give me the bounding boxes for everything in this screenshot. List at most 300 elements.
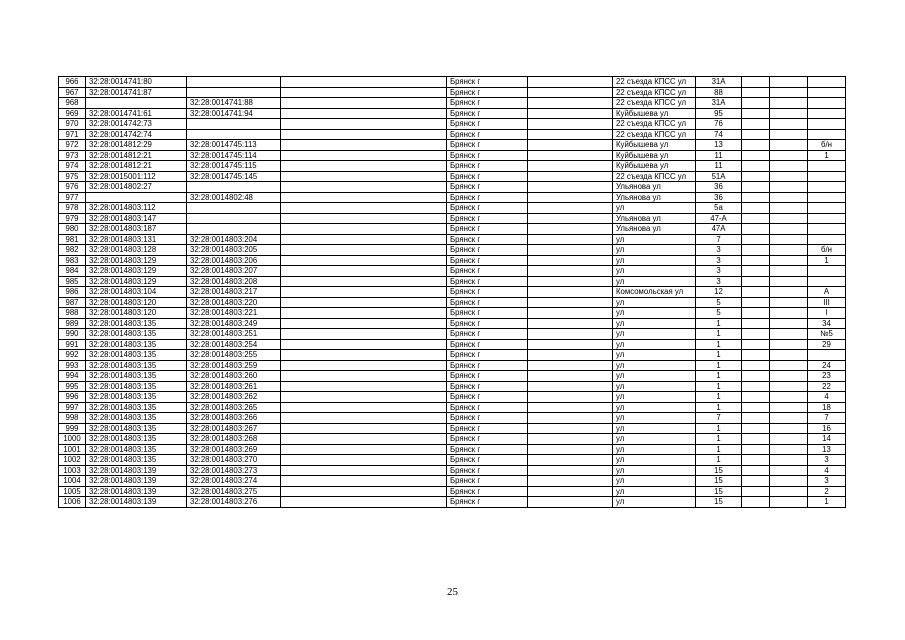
building-cadastral-number-cell: 32:28:0014803:268: [187, 434, 281, 445]
empty-cell: [770, 350, 808, 361]
empty-cell: [281, 77, 447, 88]
cadastral-number-cell: 32:28:0014803:139: [86, 497, 187, 508]
house-number-cell: 1: [696, 392, 742, 403]
empty-cell: [742, 318, 770, 329]
city-cell: Брянск г: [447, 87, 528, 98]
empty-cell: [528, 339, 613, 350]
empty-cell: [528, 87, 613, 98]
empty-cell: [528, 434, 613, 445]
building-cadastral-number-cell: 32:28:0014745:145: [187, 171, 281, 182]
table-row: [59, 350, 846, 361]
city-cell: Брянск г: [447, 318, 528, 329]
house-number-cell: 1: [696, 350, 742, 361]
empty-cell: [742, 371, 770, 382]
city-cell: Брянск г: [447, 287, 528, 298]
premises-number-cell: [808, 171, 846, 182]
empty-cell: [770, 486, 808, 497]
empty-cell: [770, 423, 808, 434]
city-cell: Брянск г: [447, 476, 528, 487]
house-number-cell: 12: [696, 287, 742, 298]
empty-cell: [528, 171, 613, 182]
premises-number-cell: 16: [808, 423, 846, 434]
table-row: [59, 182, 846, 193]
empty-cell: [281, 381, 447, 392]
cadastral-number-cell: 32:28:0014803:139: [86, 486, 187, 497]
premises-number-cell: 13: [808, 444, 846, 455]
page-number: 25: [447, 586, 458, 598]
empty-cell: [742, 98, 770, 109]
cadastral-number-cell: 32:28:0014803:135: [86, 371, 187, 382]
empty-cell: [528, 455, 613, 466]
house-number-cell: 15: [696, 486, 742, 497]
premises-number-cell: [808, 266, 846, 277]
row-number-cell: 995: [59, 381, 86, 392]
table-row: [59, 119, 846, 130]
row-number-cell: 971: [59, 129, 86, 140]
empty-cell: [742, 192, 770, 203]
city-cell: Брянск г: [447, 402, 528, 413]
premises-number-cell: А: [808, 287, 846, 298]
empty-cell: [742, 486, 770, 497]
empty-cell: [528, 255, 613, 266]
table-row: [59, 297, 846, 308]
empty-cell: [528, 119, 613, 130]
empty-cell: [528, 329, 613, 340]
building-cadastral-number-cell: 32:28:0014803:208: [187, 276, 281, 287]
premises-number-cell: 22: [808, 381, 846, 392]
empty-cell: [770, 213, 808, 224]
empty-cell: [528, 318, 613, 329]
house-number-cell: 11: [696, 150, 742, 161]
empty-cell: [742, 266, 770, 277]
row-number-cell: 982: [59, 245, 86, 256]
empty-cell: [281, 108, 447, 119]
house-number-cell: 1: [696, 329, 742, 340]
row-number-cell: 985: [59, 276, 86, 287]
building-cadastral-number-cell: 32:28:0014803:270: [187, 455, 281, 466]
premises-number-cell: б/н: [808, 140, 846, 151]
table-row: [59, 287, 846, 298]
row-number-cell: 996: [59, 392, 86, 403]
table-row: [59, 339, 846, 350]
empty-cell: [281, 171, 447, 182]
empty-cell: [770, 161, 808, 172]
row-number-cell: 978: [59, 203, 86, 214]
table-row: [59, 329, 846, 340]
row-number-cell: 994: [59, 371, 86, 382]
building-cadastral-number-cell: [187, 213, 281, 224]
cadastral-number-cell: 32:28:0014803:135: [86, 455, 187, 466]
city-cell: Брянск г: [447, 108, 528, 119]
premises-number-cell: [808, 161, 846, 172]
table-row: [59, 192, 846, 203]
building-cadastral-number-cell: 32:28:0014803:265: [187, 402, 281, 413]
city-cell: Брянск г: [447, 350, 528, 361]
city-cell: Брянск г: [447, 213, 528, 224]
house-number-cell: 31А: [696, 98, 742, 109]
empty-cell: [742, 297, 770, 308]
empty-cell: [742, 140, 770, 151]
empty-cell: [528, 192, 613, 203]
premises-number-cell: I: [808, 308, 846, 319]
cadastral-number-cell: 32:28:0014803:135: [86, 350, 187, 361]
empty-cell: [528, 392, 613, 403]
building-cadastral-number-cell: 32:28:0014803:206: [187, 255, 281, 266]
building-cadastral-number-cell: 32:28:0014803:221: [187, 308, 281, 319]
street-cell: Ульянова ул: [613, 182, 696, 193]
building-cadastral-number-cell: 32:28:0014803:261: [187, 381, 281, 392]
house-number-cell: 74: [696, 129, 742, 140]
empty-cell: [281, 234, 447, 245]
empty-cell: [528, 465, 613, 476]
street-cell: 22 съезда КПСС ул: [613, 98, 696, 109]
street-cell: ул: [613, 339, 696, 350]
row-number-cell: 1003: [59, 465, 86, 476]
house-number-cell: 76: [696, 119, 742, 130]
premises-number-cell: б/н: [808, 245, 846, 256]
building-cadastral-number-cell: 32:28:0014741:94: [187, 108, 281, 119]
row-number-cell: 979: [59, 213, 86, 224]
empty-cell: [742, 150, 770, 161]
house-number-cell: 1: [696, 423, 742, 434]
empty-cell: [281, 423, 447, 434]
premises-number-cell: 14: [808, 434, 846, 445]
house-number-cell: 3: [696, 276, 742, 287]
empty-cell: [770, 308, 808, 319]
street-cell: 22 съезда КПСС ул: [613, 129, 696, 140]
empty-cell: [770, 140, 808, 151]
house-number-cell: 1: [696, 360, 742, 371]
row-number-cell: 983: [59, 255, 86, 266]
empty-cell: [281, 140, 447, 151]
row-number-cell: 972: [59, 140, 86, 151]
table-row: [59, 150, 846, 161]
empty-cell: [770, 318, 808, 329]
cadastral-number-cell: 32:28:0014803:187: [86, 224, 187, 235]
house-number-cell: 5: [696, 308, 742, 319]
empty-cell: [281, 276, 447, 287]
city-cell: Брянск г: [447, 423, 528, 434]
row-number-cell: 976: [59, 182, 86, 193]
empty-cell: [770, 329, 808, 340]
empty-cell: [770, 98, 808, 109]
empty-cell: [281, 413, 447, 424]
house-number-cell: 7: [696, 413, 742, 424]
table-row: [59, 392, 846, 403]
cadastral-table: [58, 76, 846, 508]
city-cell: Брянск г: [447, 465, 528, 476]
empty-cell: [281, 455, 447, 466]
building-cadastral-number-cell: [187, 203, 281, 214]
empty-cell: [770, 497, 808, 508]
empty-cell: [742, 171, 770, 182]
city-cell: Брянск г: [447, 245, 528, 256]
empty-cell: [770, 192, 808, 203]
empty-cell: [528, 98, 613, 109]
empty-cell: [770, 245, 808, 256]
premises-number-cell: 29: [808, 339, 846, 350]
city-cell: Брянск г: [447, 360, 528, 371]
street-cell: ул: [613, 308, 696, 319]
street-cell: Ульянова ул: [613, 224, 696, 235]
premises-number-cell: [808, 224, 846, 235]
empty-cell: [770, 360, 808, 371]
empty-cell: [528, 287, 613, 298]
building-cadastral-number-cell: 32:28:0014803:274: [187, 476, 281, 487]
building-cadastral-number-cell: 32:28:0014803:217: [187, 287, 281, 298]
empty-cell: [281, 486, 447, 497]
empty-cell: [281, 129, 447, 140]
row-number-cell: 999: [59, 423, 86, 434]
cadastral-number-cell: 32:28:0014803:135: [86, 402, 187, 413]
empty-cell: [770, 455, 808, 466]
table-row: [59, 171, 846, 182]
empty-cell: [528, 402, 613, 413]
building-cadastral-number-cell: 32:28:0014803:273: [187, 465, 281, 476]
empty-cell: [281, 339, 447, 350]
street-cell: ул: [613, 476, 696, 487]
table-row: [59, 266, 846, 277]
premises-number-cell: 24: [808, 360, 846, 371]
street-cell: ул: [613, 245, 696, 256]
city-cell: Брянск г: [447, 308, 528, 319]
empty-cell: [281, 203, 447, 214]
premises-number-cell: [808, 129, 846, 140]
empty-cell: [742, 308, 770, 319]
table-row: [59, 161, 846, 172]
house-number-cell: 5: [696, 297, 742, 308]
row-number-cell: 989: [59, 318, 86, 329]
empty-cell: [742, 392, 770, 403]
table-row: [59, 444, 846, 455]
street-cell: ул: [613, 203, 696, 214]
building-cadastral-number-cell: 32:28:0014803:269: [187, 444, 281, 455]
city-cell: Брянск г: [447, 371, 528, 382]
building-cadastral-number-cell: 32:28:0014745:115: [187, 161, 281, 172]
building-cadastral-number-cell: [187, 224, 281, 235]
street-cell: ул: [613, 266, 696, 277]
table-row: [59, 486, 846, 497]
empty-cell: [742, 203, 770, 214]
street-cell: ул: [613, 402, 696, 413]
building-cadastral-number-cell: 32:28:0014745:113: [187, 140, 281, 151]
street-cell: Комсомольская ул: [613, 287, 696, 298]
empty-cell: [281, 87, 447, 98]
empty-cell: [770, 171, 808, 182]
empty-cell: [528, 444, 613, 455]
row-number-cell: 975: [59, 171, 86, 182]
city-cell: Брянск г: [447, 119, 528, 130]
street-cell: ул: [613, 465, 696, 476]
house-number-cell: 47-А: [696, 213, 742, 224]
empty-cell: [770, 255, 808, 266]
premises-number-cell: [808, 77, 846, 88]
empty-cell: [742, 402, 770, 413]
street-cell: ул: [613, 255, 696, 266]
city-cell: Брянск г: [447, 329, 528, 340]
street-cell: ул: [613, 413, 696, 424]
empty-cell: [770, 297, 808, 308]
building-cadastral-number-cell: 32:28:0014741:88: [187, 98, 281, 109]
house-number-cell: 31А: [696, 77, 742, 88]
premises-number-cell: 7: [808, 413, 846, 424]
street-cell: ул: [613, 455, 696, 466]
cadastral-number-cell: 32:28:0014803:135: [86, 392, 187, 403]
empty-cell: [281, 497, 447, 508]
empty-cell: [742, 423, 770, 434]
row-number-cell: 980: [59, 224, 86, 235]
empty-cell: [281, 444, 447, 455]
empty-cell: [281, 161, 447, 172]
street-cell: ул: [613, 497, 696, 508]
row-number-cell: 968: [59, 98, 86, 109]
empty-cell: [742, 455, 770, 466]
cadastral-number-cell: [86, 192, 187, 203]
cadastral-number-cell: 32:28:0014803:135: [86, 381, 187, 392]
street-cell: ул: [613, 381, 696, 392]
street-cell: Ульянова ул: [613, 192, 696, 203]
empty-cell: [281, 224, 447, 235]
house-number-cell: 15: [696, 497, 742, 508]
empty-cell: [770, 224, 808, 235]
row-number-cell: 1000: [59, 434, 86, 445]
house-number-cell: 11: [696, 161, 742, 172]
city-cell: Брянск г: [447, 255, 528, 266]
row-number-cell: 991: [59, 339, 86, 350]
building-cadastral-number-cell: 32:28:0014802:48: [187, 192, 281, 203]
house-number-cell: 15: [696, 465, 742, 476]
empty-cell: [281, 245, 447, 256]
city-cell: Брянск г: [447, 77, 528, 88]
street-cell: Куйбышева ул: [613, 161, 696, 172]
premises-number-cell: 1: [808, 255, 846, 266]
cadastral-number-cell: 32:28:0014741:87: [86, 87, 187, 98]
empty-cell: [770, 150, 808, 161]
empty-cell: [281, 476, 447, 487]
city-cell: Брянск г: [447, 224, 528, 235]
house-number-cell: 13: [696, 140, 742, 151]
empty-cell: [281, 392, 447, 403]
empty-cell: [742, 350, 770, 361]
empty-cell: [770, 234, 808, 245]
street-cell: ул: [613, 423, 696, 434]
city-cell: Брянск г: [447, 497, 528, 508]
empty-cell: [742, 234, 770, 245]
house-number-cell: 1: [696, 339, 742, 350]
street-cell: Куйбышева ул: [613, 108, 696, 119]
empty-cell: [281, 329, 447, 340]
empty-cell: [528, 77, 613, 88]
cadastral-number-cell: 32:28:0014803:147: [86, 213, 187, 224]
building-cadastral-number-cell: 32:28:0014803:205: [187, 245, 281, 256]
empty-cell: [770, 339, 808, 350]
house-number-cell: 1: [696, 371, 742, 382]
row-number-cell: 1005: [59, 486, 86, 497]
empty-cell: [281, 255, 447, 266]
cadastral-number-cell: 32:28:0014742:73: [86, 119, 187, 130]
empty-cell: [281, 371, 447, 382]
city-cell: Брянск г: [447, 140, 528, 151]
premises-number-cell: III: [808, 297, 846, 308]
empty-cell: [742, 381, 770, 392]
cadastral-number-cell: 32:28:0014803:135: [86, 413, 187, 424]
table-row: [59, 276, 846, 287]
row-number-cell: 993: [59, 360, 86, 371]
empty-cell: [742, 287, 770, 298]
house-number-cell: 95: [696, 108, 742, 119]
premises-number-cell: [808, 213, 846, 224]
empty-cell: [528, 423, 613, 434]
empty-cell: [528, 108, 613, 119]
building-cadastral-number-cell: 32:28:0014803:262: [187, 392, 281, 403]
empty-cell: [281, 150, 447, 161]
empty-cell: [770, 77, 808, 88]
cadastral-number-cell: 32:28:0014803:129: [86, 255, 187, 266]
premises-number-cell: 3: [808, 476, 846, 487]
cadastral-number-cell: 32:28:0014803:129: [86, 266, 187, 277]
row-number-cell: 1004: [59, 476, 86, 487]
empty-cell: [770, 444, 808, 455]
empty-cell: [770, 413, 808, 424]
city-cell: Брянск г: [447, 192, 528, 203]
house-number-cell: 1: [696, 434, 742, 445]
row-number-cell: 992: [59, 350, 86, 361]
empty-cell: [528, 308, 613, 319]
cadastral-number-cell: 32:28:0014802:27: [86, 182, 187, 193]
empty-cell: [528, 350, 613, 361]
table-row: [59, 77, 846, 88]
cadastral-number-cell: 32:28:0014803:139: [86, 476, 187, 487]
table-row: [59, 129, 846, 140]
cadastral-number-cell: 32:28:0014741:80: [86, 77, 187, 88]
cadastral-number-cell: 32:28:0014742:74: [86, 129, 187, 140]
building-cadastral-number-cell: 32:28:0014803:260: [187, 371, 281, 382]
premises-number-cell: 2: [808, 486, 846, 497]
empty-cell: [742, 434, 770, 445]
table-row: [59, 381, 846, 392]
empty-cell: [770, 434, 808, 445]
cadastral-number-cell: 32:28:0014803:135: [86, 434, 187, 445]
building-cadastral-number-cell: 32:28:0014803:204: [187, 234, 281, 245]
house-number-cell: 36: [696, 182, 742, 193]
premises-number-cell: 23: [808, 371, 846, 382]
cadastral-number-cell: 32:28:0014803:120: [86, 308, 187, 319]
street-cell: ул: [613, 276, 696, 287]
street-cell: ул: [613, 360, 696, 371]
city-cell: Брянск г: [447, 413, 528, 424]
empty-cell: [742, 87, 770, 98]
house-number-cell: 3: [696, 255, 742, 266]
empty-cell: [742, 182, 770, 193]
row-number-cell: 973: [59, 150, 86, 161]
house-number-cell: 3: [696, 245, 742, 256]
premises-number-cell: №5: [808, 329, 846, 340]
cadastral-number-cell: 32:28:0014803:135: [86, 360, 187, 371]
premises-number-cell: 4: [808, 392, 846, 403]
cadastral-number-cell: 32:28:0014803:128: [86, 245, 187, 256]
premises-number-cell: 1: [808, 150, 846, 161]
cadastral-number-cell: 32:28:0014803:135: [86, 444, 187, 455]
house-number-cell: 15: [696, 476, 742, 487]
empty-cell: [528, 245, 613, 256]
empty-cell: [770, 392, 808, 403]
empty-cell: [528, 234, 613, 245]
cadastral-number-cell: 32:28:0015001:112: [86, 171, 187, 182]
empty-cell: [528, 486, 613, 497]
street-cell: ул: [613, 371, 696, 382]
house-number-cell: 7: [696, 234, 742, 245]
empty-cell: [281, 98, 447, 109]
